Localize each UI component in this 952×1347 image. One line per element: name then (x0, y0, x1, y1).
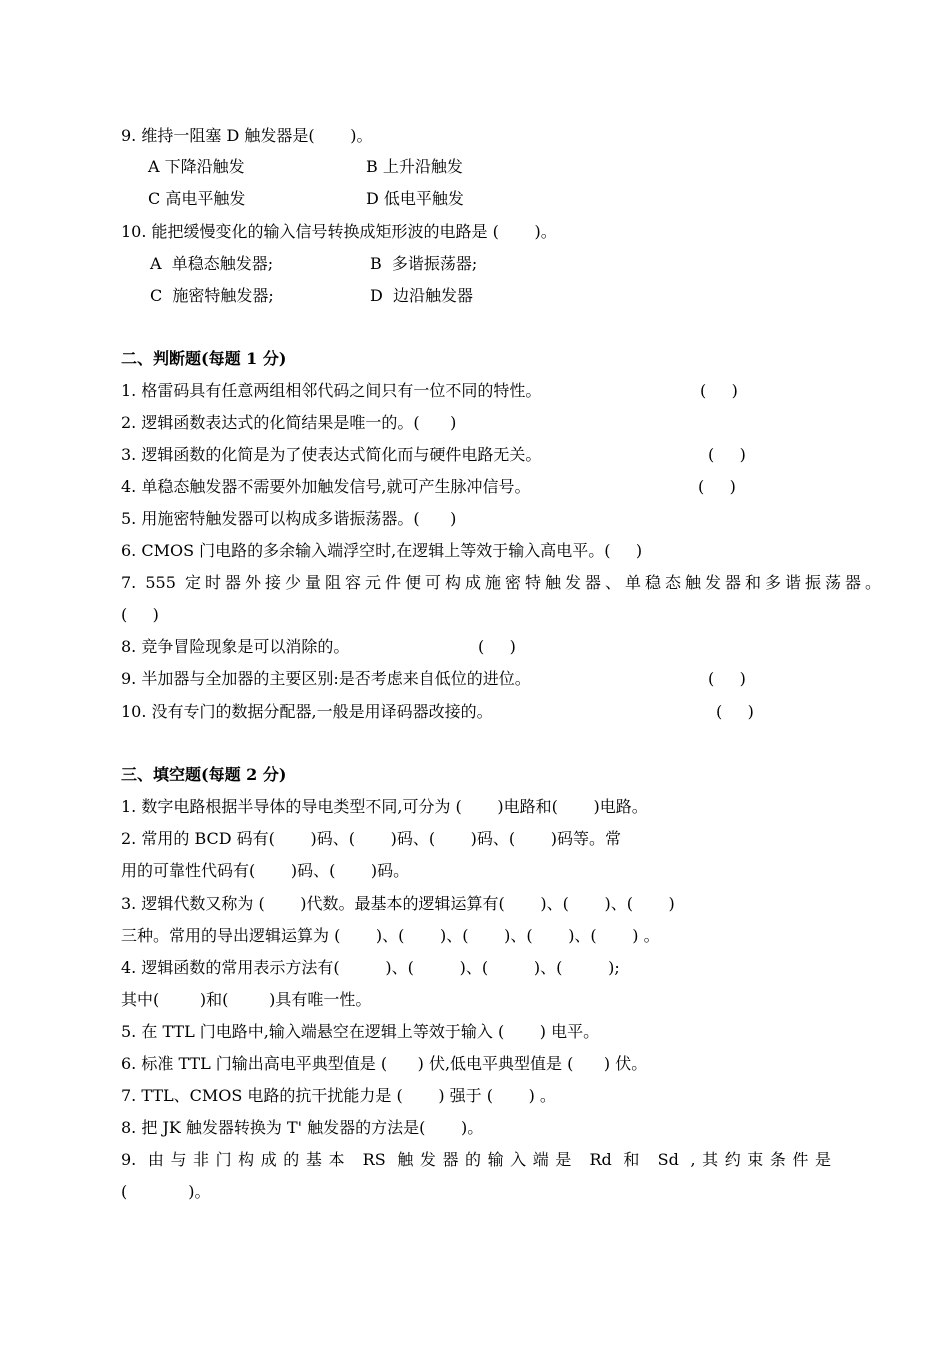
fill-line-5: 三种。常用的导出逻辑运算为 ( )、( )、( )、( )、( ) 。 (121, 926, 660, 945)
judge-item-7: 7. 555 定时器外接少量阻容元件便可构成施密特触发器、单稳态触发器和多谐振荡器。 (121, 573, 881, 592)
mc-q10-option-b: B 多谐振荡器; (370, 254, 478, 273)
fill-line-7: 其中( )和( )具有唯一性。 (121, 990, 372, 1009)
judge-item-4-blank: ( ) (698, 477, 736, 496)
judge-item-10-blank: ( ) (716, 702, 754, 721)
judge-item-2: 2. 逻辑函数表达式的化简结果是唯一的。( ) (121, 413, 457, 432)
mc-q9-option-a: A 下降沿触发 (148, 157, 245, 176)
mc-q9-option-b: B 上升沿触发 (366, 157, 463, 176)
fill-line-9: 6. 标准 TTL 门输出高电平典型值是 ( ) 伏,低电平典型值是 ( ) 伏。 (121, 1054, 648, 1073)
mc-q10-option-c: C 施密特触发器; (150, 286, 274, 305)
mc-q9-option-c: C 高电平触发 (148, 189, 246, 208)
judge-item-9: 9. 半加器与全加器的主要区别:是否考虑来自低位的进位。 (121, 669, 531, 688)
judge-item-10: 10. 没有专门的数据分配器,一般是用译码器改接的。 (121, 702, 493, 721)
fill-line-10: 7. TTL、CMOS 电路的抗干扰能力是 ( ) 强于 ( ) 。 (121, 1086, 556, 1105)
mc-q10-option-a: A 单稳态触发器; (150, 254, 274, 273)
judge-item-8: 8. 竞争冒险现象是可以消除的。 (121, 637, 350, 656)
mc-q9-stem: 9. 维持一阻塞 D 触发器是( )。 (121, 126, 373, 145)
fill-line-2: 2. 常用的 BCD 码有( )码、( )码、( )码、( )码等。常 (121, 829, 621, 848)
judge-item-8-blank: ( ) (478, 637, 516, 656)
fill-line-13: ( )。 (121, 1182, 211, 1201)
judge-item-1: 1. 格雷码具有任意两组相邻代码之间只有一位不同的特性。 (121, 381, 542, 400)
judge-item-4: 4. 单稳态触发器不需要外加触发信号,就可产生脉冲信号。 (121, 477, 531, 496)
mc-q9-option-d: D 低电平触发 (366, 189, 464, 208)
fill-line-11: 8. 把 JK 触发器转换为 T' 触发器的方法是( )。 (121, 1118, 484, 1137)
mc-q10-stem: 10. 能把缓慢变化的输入信号转换成矩形波的电路是 ( )。 (121, 222, 557, 241)
judge-item-3-blank: ( ) (708, 445, 746, 464)
judge-item-1-blank: ( ) (700, 381, 738, 400)
fill-line-8: 5. 在 TTL 门电路中,输入端悬空在逻辑上等效于输入 ( ) 电平。 (121, 1022, 600, 1041)
judge-item-9-blank: ( ) (708, 669, 746, 688)
fill-line-4: 3. 逻辑代数又称为 ( )代数。最基本的逻辑运算有( )、( )、( ) (121, 894, 675, 913)
section-heading-fill: 三、填空题(每题 2 分) (121, 765, 287, 784)
judge-item-7-blank: ( ) (121, 605, 159, 624)
fill-line-3: 用的可靠性代码有( )码、( )码。 (121, 861, 410, 880)
judge-item-5: 5. 用施密特触发器可以构成多谐振荡器。( ) (121, 509, 457, 528)
mc-q10-option-d: D 边沿触发器 (370, 286, 474, 305)
judge-item-6: 6. CMOS 门电路的多余输入端浮空时,在逻辑上等效于输入高电平。( ) (121, 541, 643, 560)
fill-line-12: 9. 由与非门构成的基本 RS 触发器的输入端是 Rd 和 Sd ,其约束条件是 (121, 1150, 831, 1169)
fill-line-6: 4. 逻辑函数的常用表示方法有( )、( )、( )、( ); (121, 958, 620, 977)
fill-line-1: 1. 数字电路根据半导体的导电类型不同,可分为 ( )电路和( )电路。 (121, 797, 648, 816)
section-heading-judge: 二、判断题(每题 1 分) (121, 349, 287, 368)
judge-item-3: 3. 逻辑函数的化简是为了使表达式简化而与硬件电路无关。 (121, 445, 542, 464)
